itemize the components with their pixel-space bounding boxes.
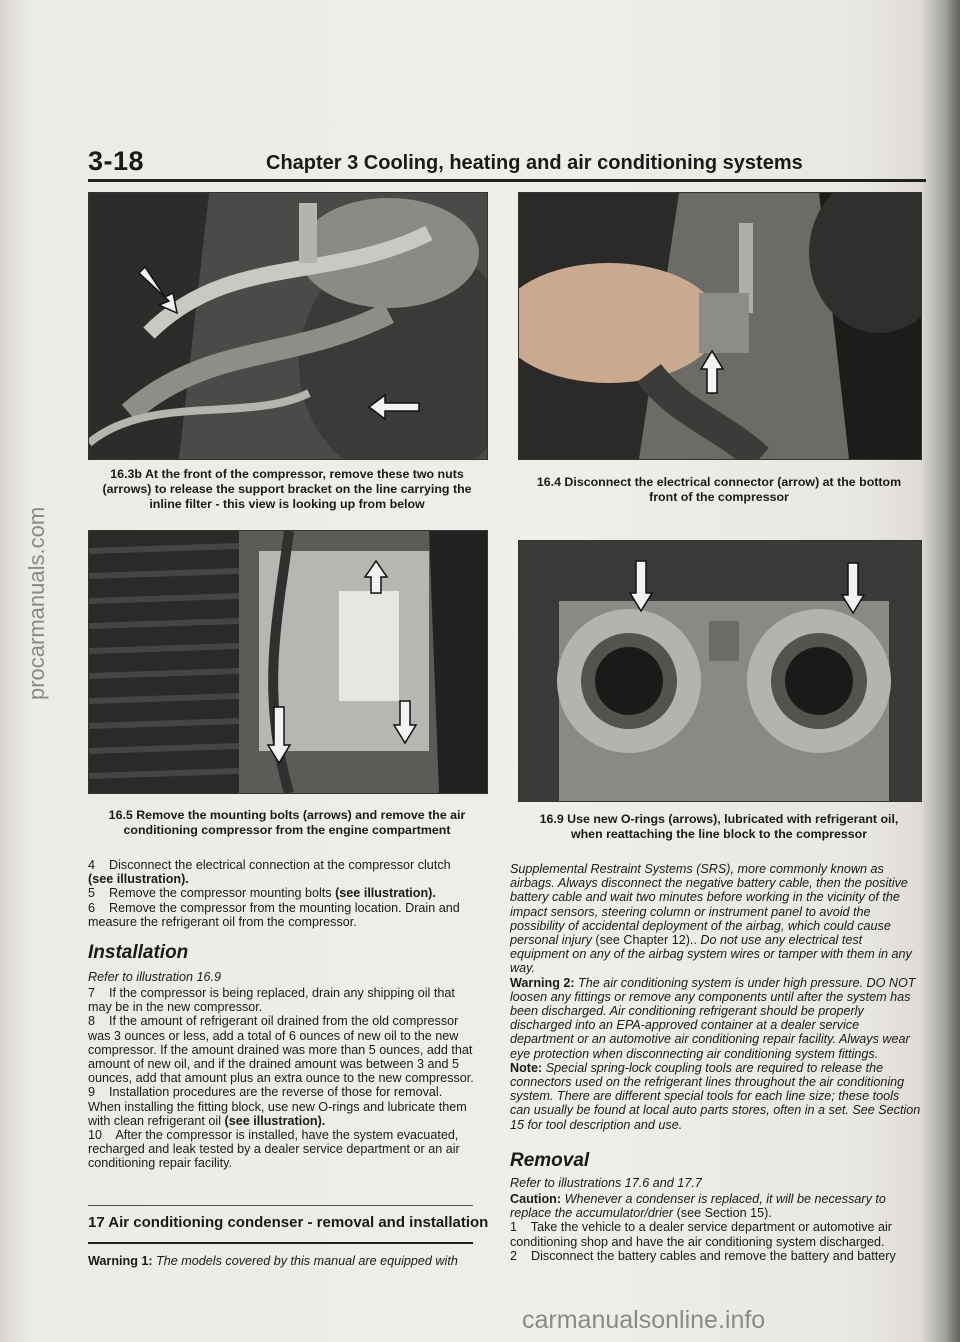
installation-steps [88, 986, 474, 1171]
step-8: 8 If the amount of refrigerant oil drained from the old compressor was 3 ounces or less, add a total of 6 ounces of new oil to the new compressor. If the amount drained was more than 5 ounces, add that amount of new oil, and if the drained amount was between 3 and 5 ounces, add that amount plus an extra ounce to the new compressor. [88, 1014, 474, 1086]
removal-heading: Removal [510, 1150, 590, 1171]
header-rule [88, 179, 926, 182]
step-7: 7 If the compressor is being replaced, drain any shipping oil that may be in the new compressor. [88, 986, 455, 1015]
section-rule-top [88, 1205, 473, 1206]
photo-16-3b [88, 192, 488, 460]
photo-16-9 [518, 540, 922, 802]
step-4: 4 Disconnect the electrical connection at the compressor clutch (see illustration). [88, 858, 451, 887]
side-watermark: procarmanuals.com [24, 506, 49, 700]
removal-ref: Refer to illustrations 17.6 and 17.7 [510, 1176, 702, 1190]
note: Note: Special spring-lock coupling tools are required to release the connectors used on the refrigerant lines throughout the air conditioning system. There are different special tools for each line size; these tools can usually be found at local auto parts stores, often in a set. See Section 15 for tool description and use. [510, 1060, 921, 1132]
step-6: 6 Remove the compressor from the mounting location. Drain and measure the refrigerant oil from the compressor. [88, 900, 460, 929]
photo-16-5 [88, 530, 488, 794]
section-17-title: 17 Air conditioning condenser - removal and installation [88, 1214, 489, 1231]
installation-heading: Installation [88, 942, 189, 963]
removal-step-2: 2 Disconnect the battery cables and remove the battery and battery [510, 1248, 896, 1263]
warning-2: Warning 2: The air conditioning system is under high pressure. DO NOT loosen any fittings or remove any components until after the system has been discharged. Air conditioning refrigerant should be properly discharged into an EPA-approved container at a dealer service department or an automotive air conditioning repair facility. Always wear eye protection when disconnecting air conditioning system fittings. [510, 975, 916, 1061]
removal-step-1: 1 Take the vehicle to a dealer service department or automotive air conditioning shop and have the air conditioning system discharged. [510, 1220, 893, 1249]
photo-16-4 [518, 192, 922, 460]
right-column-warnings [510, 862, 922, 1132]
caution: Caution: Whenever a condenser is replaced, it will be necessary to replace the accumulator/drier (see Section 15). [510, 1192, 886, 1221]
removal-steps [510, 1192, 922, 1263]
caption-16-3b: 16.3b At the front of the compressor, remove these two nuts (arrows) to release the support bracket on the line carrying the inline filter - this view is looking up from below [102, 467, 472, 511]
left-column-steps [88, 858, 474, 929]
caption-16-5: 16.5 Remove the mounting bolts (arrows) and remove the air conditioning compressor from the engine compartment [108, 808, 466, 837]
caption-16-4: 16.4 Disconnect the electrical connector (arrow) at the bottom front of the compressor [536, 475, 902, 504]
installation-ref: Refer to illustration 16.9 [88, 970, 222, 984]
caption-16-9: 16.9 Use new O-rings (arrows), lubricated with refrigerant oil, when reattaching the line block to the compressor [539, 812, 899, 841]
step-9: 9 Installation procedures are the reverse of those for removal. When installing the fitting block, use new O-rings and lubricate them with clean refrigerant oil (see illustration). [88, 1085, 467, 1128]
step-10: 10 After the compressor is installed, have the system evacuated, recharged and leak tested by a dealer service department or an air conditioning repair facility. [88, 1128, 460, 1171]
bottom-watermark: carmanualsonline.info [522, 1306, 766, 1334]
section-rule-bottom [88, 1242, 473, 1244]
warning-1: Warning 1: The models covered by this manual are equipped with [88, 1254, 458, 1268]
page-number: 3-18 [88, 146, 145, 176]
step-5: 5 Remove the compressor mounting bolts (see illustration). [88, 886, 436, 901]
page-edge-shadow [920, 0, 960, 1342]
chapter-title: Chapter 3 Cooling, heating and air conditioning systems [266, 152, 803, 174]
airbag-warning-text: Supplemental Restraint Systems (SRS), more commonly known as airbags. Always disconnect the negative battery cable, then the positive battery cable and wait two minutes before working in the vicinity of the impact sensors, steering column or instrument panel to avoid the possibility of accidental deployment of the airbag, which could cause personal injury (see Chapter 12).. Do not use any electrical test equipment on any of the airbag system wires or tamper with them in any way. [510, 862, 912, 976]
